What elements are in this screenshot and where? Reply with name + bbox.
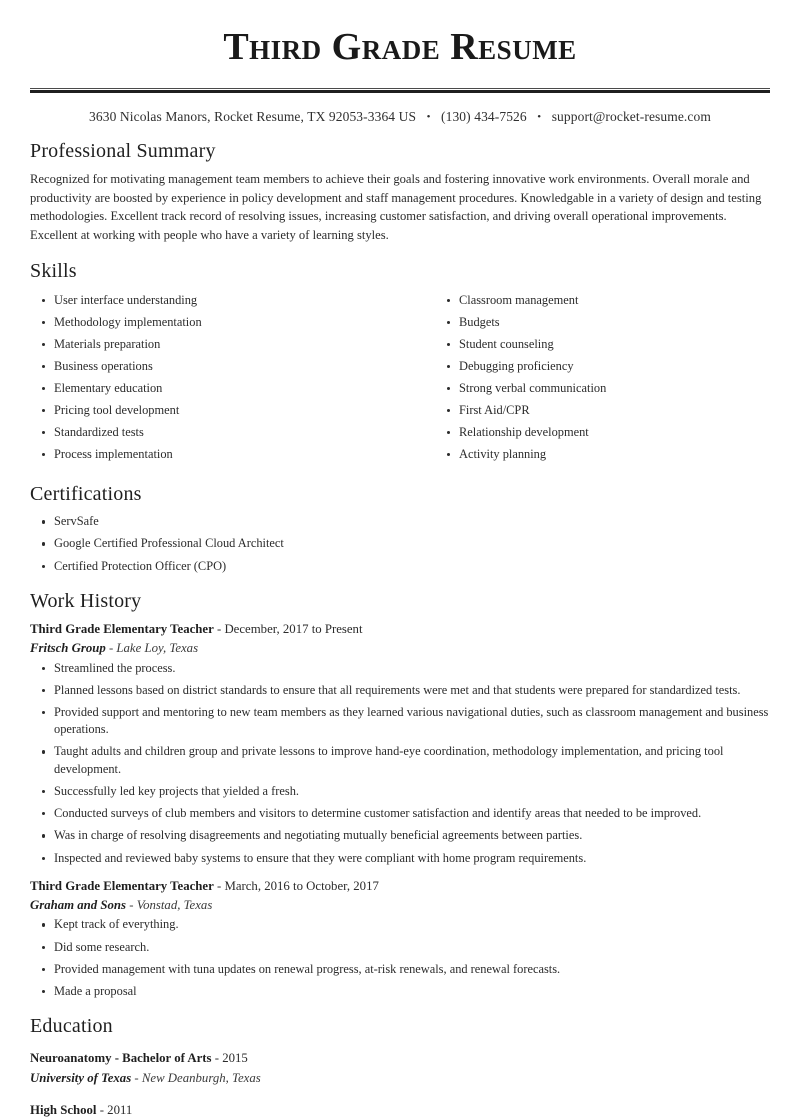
degree-separator: - [214,1051,219,1066]
section-skills [30,259,770,469]
certifications-list [30,513,770,575]
work-entry-subheader [30,639,770,657]
degree-year: 2015 [222,1051,248,1066]
section-heading-skills: Skills [30,259,77,282]
list-item: Taught adults and children group and private lessons to improve hand-eye coordination, methodology implementation, and pricing tool development. [30,743,770,778]
job-title: Third Grade Elementary Teacher [30,879,214,894]
list-item: Inspected and reviewed baby systems to ensure that they were compliant with home program requirements. [30,850,770,868]
list-item: Planned lessons based on district standards to ensure that all requirements were met and that students were prepared for standardized tests. [30,682,770,700]
list-item: Business operations [30,358,400,376]
job-separator: - [216,622,222,637]
contact-address: 3630 Nicolas Manors, Rocket Resume, TX 92053-3364 US [89,109,417,124]
list-item: Budgets [435,314,770,332]
contact-line [30,109,770,125]
list-item: Student counseling [435,336,770,354]
list-item: Google Certified Professional Cloud Architect [30,535,770,553]
list-item: Kept track of everything. [30,916,770,934]
work-entry [30,620,770,867]
list-item: Process implementation [30,446,400,464]
job-dates: December, 2017 to Present [224,622,363,637]
degree-name: High School [30,1102,97,1117]
skills-column-right [400,290,770,469]
list-item: Classroom management [435,292,770,310]
list-item: Provided management with tuna updates on renewal progress, at-risk renewals, and renewal forecasts. [30,961,770,979]
work-entry-header [30,620,770,638]
list-item: Activity planning [435,446,770,464]
skills-column-left [30,290,400,469]
degree-year: 2011 [107,1102,133,1117]
work-entry [30,877,770,1000]
company-location: Vonstad, Texas [136,898,213,913]
list-item: ServSafe [30,513,770,531]
list-item: Relationship development [435,424,770,442]
list-item: Certified Protection Officer (CPO) [30,558,770,576]
list-item: Pricing tool development [30,402,400,420]
list-item: Strong verbal communication [435,380,770,398]
contact-email: support@rocket-resume.com [551,109,711,124]
header-divider [30,88,770,93]
education-entry-subheader [30,1069,770,1087]
degree-separator: - [99,1102,104,1117]
section-heading-work-history: Work History [30,590,142,613]
contact-separator-1: • [426,111,431,123]
education-entry-header [30,1101,770,1119]
section-professional-summary [30,139,770,245]
page-title: Third Grade Resume [223,26,577,68]
skills-columns [30,290,770,469]
list-item: Standardized tests [30,424,400,442]
company-separator: - [129,898,134,913]
education-entry [30,1101,770,1119]
summary-text: Recognized for motivating management team members to achieve their goals and fostering innovative work environments. Overall morale and productivity are boosted by experience in policy development and staff management procedures. Knowledgable in a variety of design and testing methodologies. Excellent track record of resolving issues, increasing customer satisfaction, and driving overall operational improvements. Excellent at working with people who have a variety of learning styles. [30,172,762,242]
section-education [30,1014,770,1118]
contact-phone: (130) 434-7526 [441,109,527,124]
list-item: Did some research. [30,939,770,957]
list-item: Was in charge of resolving disagreements and negotiating mutually beneficial agreements between parties. [30,827,770,845]
list-item: Debugging proficiency [435,358,770,376]
company-name: Fritsch Group [30,641,106,656]
contact-separator-2: • [537,111,542,123]
section-heading-summary: Professional Summary [30,140,216,162]
company-location: Lake Loy, Texas [116,641,199,656]
job-bullets [30,916,770,1000]
list-item: Conducted surveys of club members and visitors to determine customer satisfaction and identify areas that needed to be improved. [30,805,770,823]
school-location: New Deanburgh, Texas [141,1070,261,1085]
list-item: Provided support and mentoring to new team members as they learned various navigational duties, such as classroom management and business operations. [30,704,770,739]
work-entry-subheader [30,896,770,914]
list-item: Elementary education [30,380,400,398]
school-separator: - [134,1070,139,1085]
job-dates: March, 2016 to October, 2017 [224,879,379,894]
list-item: Methodology implementation [30,314,400,332]
job-bullets [30,660,770,868]
list-item: Successfully led key projects that yielded a fresh. [30,783,770,801]
job-separator: - [216,879,222,894]
list-item: Made a proposal [30,983,770,1001]
school-name: University of Texas [30,1070,132,1085]
section-work-history [30,589,770,1000]
section-certifications [30,482,770,575]
company-name: Graham and Sons [30,898,127,913]
work-entry-header [30,877,770,895]
skills-list-left [30,292,400,464]
section-heading-certifications: Certifications [30,483,142,506]
list-item: Streamlined the process. [30,660,770,678]
skills-list-right [435,292,770,464]
list-item: First Aid/CPR [435,402,770,420]
job-title: Third Grade Elementary Teacher [30,622,214,637]
company-separator: - [108,641,114,656]
section-heading-education: Education [30,1015,113,1038]
list-item: Materials preparation [30,336,400,354]
education-entry [30,1049,770,1086]
education-entry-header [30,1049,770,1067]
degree-name: Neuroanatomy - Bachelor of Arts [30,1051,212,1066]
list-item: User interface understanding [30,292,400,310]
